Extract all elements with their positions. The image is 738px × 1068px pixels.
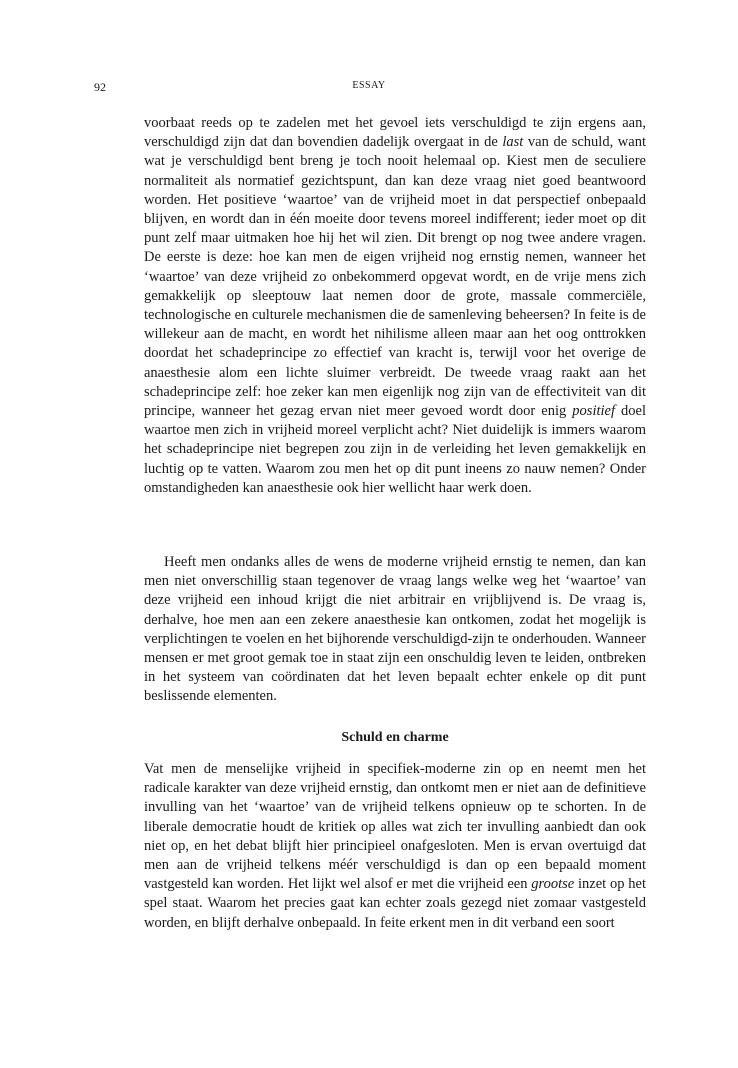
emphasis-grootse: grootse bbox=[531, 876, 575, 893]
section-heading: Schuld en charme bbox=[341, 730, 449, 745]
page-number: 92 bbox=[94, 80, 106, 94]
paragraph-2 bbox=[144, 553, 646, 707]
paragraph-3 bbox=[144, 760, 646, 933]
paragraph-3-part-b: inzet op het spel staat. Waarom het precies gaat kan echter zoals gezegd niet zomaar vastgesteld worden, en blijft derhalve onbepaald. In feite erkent men in dit verband een soort bbox=[144, 876, 646, 931]
paragraph-1-part-c: doel waartoe men zich in vrijheid moreel verplicht acht? Niet duidelijk is immers waarom het schadeprincipe niet begrepen zou zijn in de verleiding het leven gemakkelijk en luchtig op te vatten. Waarom zou men het op dit punt ineens zo nauw nemen? Onder omstandigheden kan anaesthesie ook hier wellicht haar werk doen. bbox=[144, 403, 646, 496]
paragraph-2-text: Heeft men ondanks alles de wens de moderne vrijheid ernstig te nemen, dan kan men niet onverschillig staan tegenover de vraag langs welke weg het ‘waartoe’ van deze vrijheid een inhoud krijgt die niet arbitrair en vrijblijvend is. De vraag is, derhalve, hoe men aan een zekere anaesthesie kan ontkomen, zodat het mogelijk is verplichtingen te voelen en het bijhorende verschuldigd-zijn te onderhouden. Wanneer mensen er met groot gemak toe in staat zijn een onschuldig leven te leiden, ontbreken in het systeem van coördinaten dat het leven bepaalt echter enkele op dit punt beslissende elementen. bbox=[144, 554, 646, 705]
paragraph-1 bbox=[144, 114, 646, 498]
running-head: ESSAY bbox=[352, 80, 386, 91]
emphasis-positief: positief bbox=[572, 403, 615, 420]
paragraph-1-part-a: voorbaat reeds op te zadelen met het gevoel iets verschuldigd te zijn ergens aan, verschuldigd zijn dat dan bovendien dadelijk overgaat in de bbox=[144, 115, 646, 151]
emphasis-last: last bbox=[502, 134, 524, 151]
paragraph-1-part-b: van de schuld, want wat je verschuldigd bent breng je toch nooit helemaal op. Kiest men de seculiere normaliteit als normatief gezichtspunt, dan kan deze vraag niet goed beantwoord worden. Het positieve ‘waartoe’ van de vrijheid moet in dat perspectief onbepaald blijven, en wordt dan in één moeite door tevens moreel indifferent; ieder moet op dit punt zelf maar uitmaken hoe hij het wil zien. Dit brengt op nog twee andere vragen. De eerste is deze: hoe kan men de eigen vrijheid nog ernstig nemen, wanneer het ‘waartoe’ van deze vrijheid zo onbekommerd opgevat wordt, en de vrije mens zich gemakkelijk op sleeptouw laat nemen door de grote, massale commerciële, technologische en culturele mechanismen die de samenleving beheersen? In feite is de willekeur aan de macht, en wordt het nihilisme alleen maar aan het oog onttrokken doordat het schadeprincipe zo effectief van kracht is, terwijl voor het overige de anaesthesie alom een lichte sluimer verbreidt. De tweede vraag raakt aan het schadeprincipe zelf: hoe zeker kan men eigenlijk nog zijn van de effectiviteit van dit principe, wanneer het gezag ervan niet meer gevoed wordt door enig bbox=[144, 134, 646, 420]
paragraph-3-part-a: Vat men de menselijke vrijheid in specifiek-moderne zin op en neemt men het radicale karakter van deze vrijheid ernstig, dan ontkomt men er niet aan de definitieve invulling van het ‘waartoe’ van de vrijheid telkens opnieuw op te schorten. In de liberale democratie houdt de kritiek op alles wat zich ter invulling aanbiedt dan ook niet op, en het debat blijft hier principieel onafgesloten. Men is ervan overtuigd dat men aan de vrijheid telkens méér verschuldigd is dan op een bepaald moment vastgesteld kan worden. Het lijkt wel alsof er met die vrijheid een bbox=[144, 761, 646, 893]
